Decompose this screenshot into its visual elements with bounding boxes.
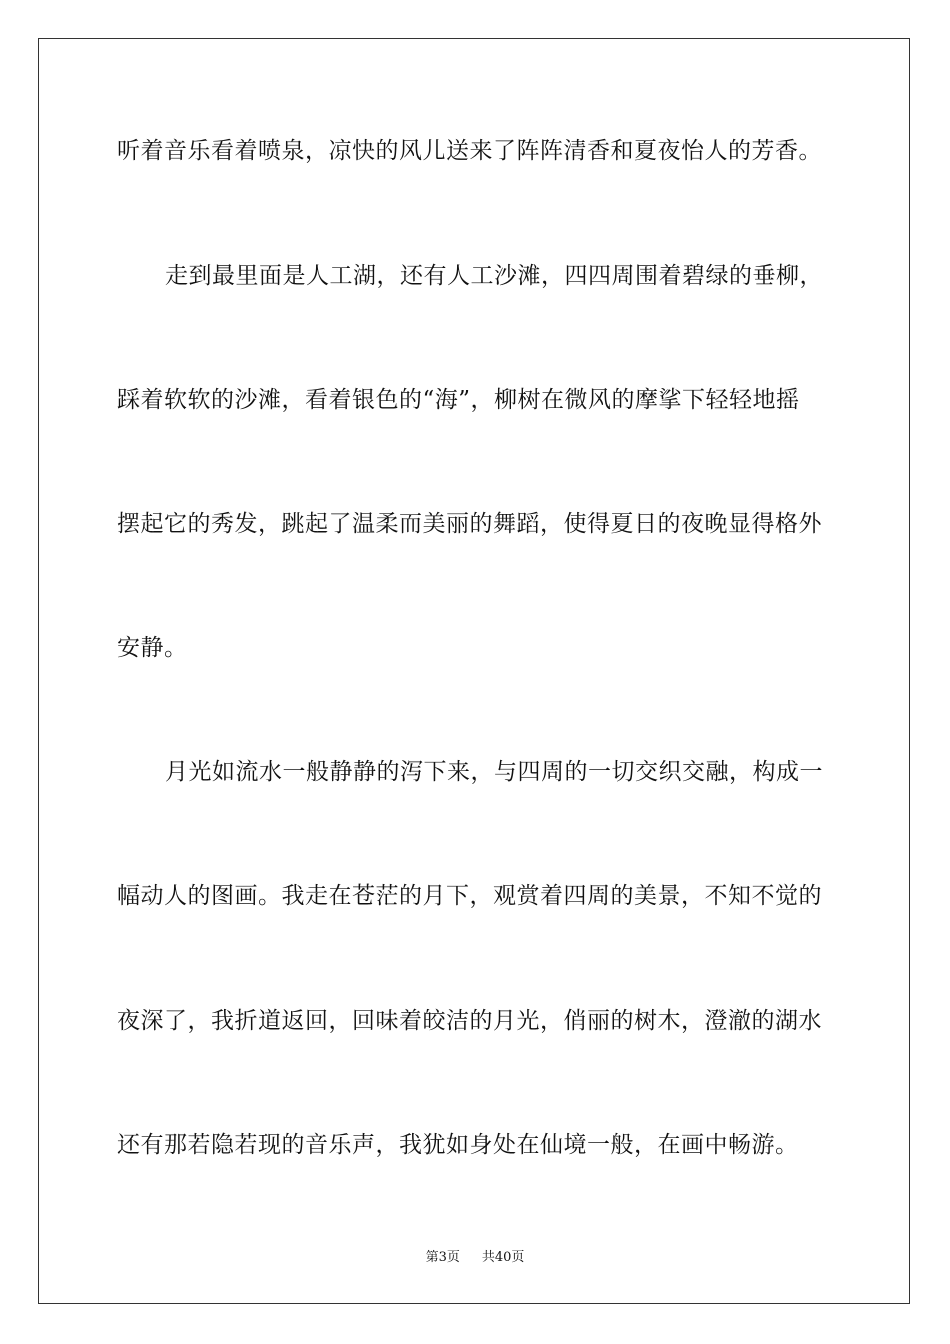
paragraph-line: 踩着软软的沙滩，看着银色的“海”，柳树在微风的摩挲下轻轻地摇: [117, 387, 800, 413]
page-border: [38, 38, 910, 1304]
paragraph-line: 摆起它的秀发，跳起了温柔而美丽的舞蹈，使得夏日的夜晚显得格外: [117, 511, 822, 537]
paragraph-line: 夜深了，我折道返回，回味着皎洁的月光，俏丽的树木，澄澈的湖水: [117, 1008, 822, 1034]
total-pages: 共40页: [481, 1250, 525, 1265]
page-footer: [0, 1246, 950, 1265]
paragraph-line: 走到最里面是人工湖，还有人工沙滩，四四周围着碧绿的垂柳，: [165, 263, 823, 289]
paragraph-line: 还有那若隐若现的音乐声，我犹如身处在仙境一般，在画中畅游。: [117, 1132, 799, 1158]
paragraph-line: 幅动人的图画。我走在苍茫的月下，观赏着四周的美景，不知不觉的: [117, 883, 822, 909]
paragraph-line: 月光如流水一般静静的泻下来，与四周的一切交织交融，构成一: [165, 759, 823, 785]
paragraph-line: 听着音乐看着喷泉，凉快的风儿送来了阵阵清香和夏夜怡人的芳香。: [117, 138, 822, 164]
paragraph-line: 安静。: [117, 635, 188, 661]
page-number: 第3页: [425, 1250, 460, 1265]
